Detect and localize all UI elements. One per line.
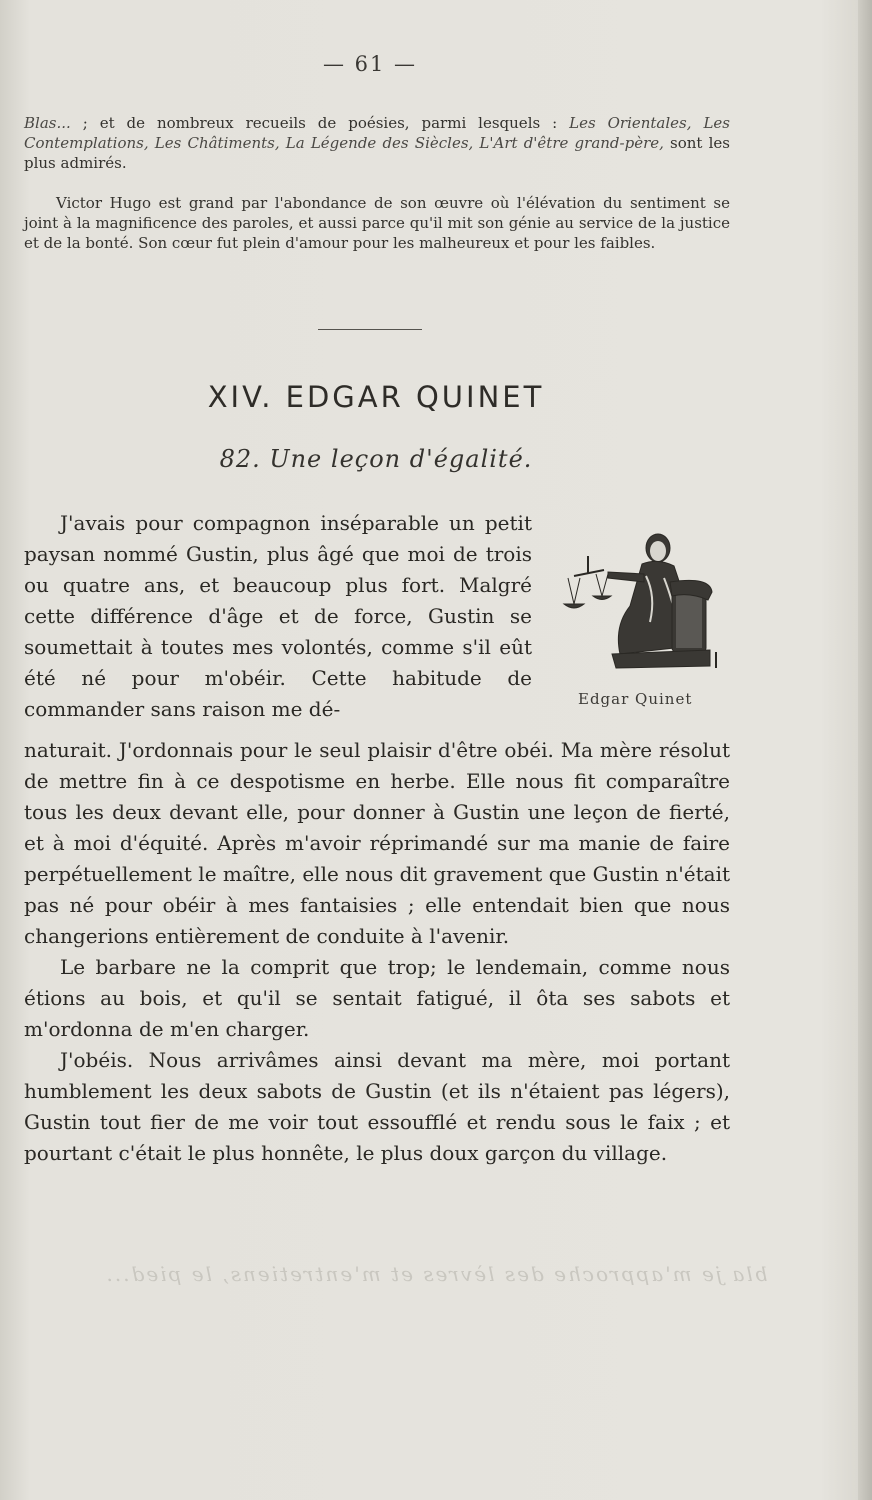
section-title: 82. Une leçon d'égalité. <box>219 445 533 473</box>
chapter-title: XIV. EDGAR QUINET <box>207 380 545 414</box>
intro-works-list: Les Orientales, Les Contemplations, Les Châtiments, La Légende des Siècles, L'Art d'être grand-père, <box>24 114 730 152</box>
wrapped-paragraph <box>24 508 532 725</box>
page-number: — 61 — <box>322 52 418 76</box>
intro-lead-italic: Blas... <box>24 114 71 132</box>
intro-text-2: sont les plus admirés. <box>24 134 730 172</box>
illustration-caption: Edgar Quinet <box>578 690 693 708</box>
intro-paragraph-1 <box>24 113 730 173</box>
intro-text-1: ; et de nombreux recueils de poésies, parmi lesquels : <box>70 114 570 132</box>
paragraph-3: J'obéis. Nous arrivâmes ainsi devant ma mère, moi portant humblement les deux sabots de Gustin (et ils n'étaient pas légers), Gustin tout fier de me voir tout essoufflé et rendu sous le faix ; et pourtant c'était le plus honnête, le plus doux garçon du village. <box>24 1048 730 1165</box>
paragraph-1-continued: naturait. J'ordonnais pour le seul plaisir d'être obéi. Ma mère résolut de mettre fin à ce despotisme en herbe. Elle nous fit comparaître tous les deux devant elle, pour donner à Gustin une leçon de fierté, et à moi d'équité. Après m'avoir réprimandé sur ma manie de faire perpétuellement le maître, elle nous dit gravement que Gustin n'était pas né pour obéir à mes fantaisies ; elle entendait bien que nous changerions entièrement de conduite à l'avenir. <box>24 738 730 948</box>
paragraph-2: Le barbare ne la comprit que trop; le lendemain, comme nous étions au bois, et qu'il se sentait fatigué, il ôta ses sabots et m'ordonna de m'en charger. <box>24 955 730 1041</box>
paragraph-1-start: J'avais pour compagnon inséparable un petit paysan nommé Gustin, plus âgé que moi de trois ou quatre ans, et beaucoup plus fort. Malgré cette différence d'âge et de force, Gustin se soumettait à toutes mes volontés, comme s'il eût été né pour m'obéir. Cette habitude de commander sans raison me dé- <box>24 511 532 721</box>
full-width-text <box>24 735 730 1169</box>
show-through-text: bla je m'approche des lèvres et m'entretiens, le pied... <box>104 1262 768 1286</box>
section-divider <box>318 329 422 330</box>
intro-paragraph-2: Victor Hugo est grand par l'abondance de son œuvre où l'élévation du sentiment se joint à la magnificence des paroles, et aussi parce qu'il mit son génie au service de la justice et de la bonté. Son cœur fut plein d'amour pour les malheureux et pour les faibles. <box>24 194 730 252</box>
justice-figure-illustration <box>560 526 724 676</box>
